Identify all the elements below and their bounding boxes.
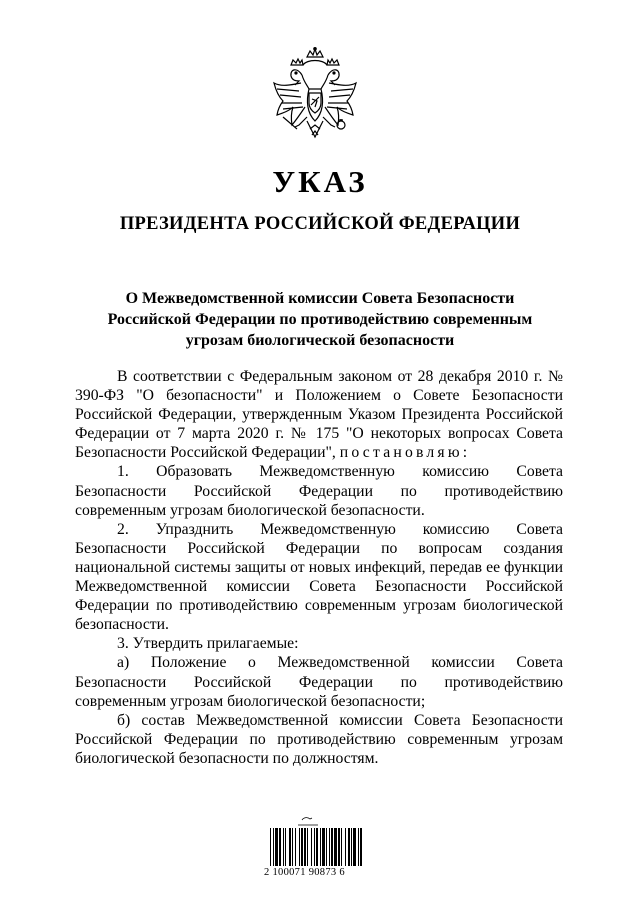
barcode-bar: [311, 828, 312, 866]
title-line-2: Российской Федерации по противодействию современным: [107, 311, 533, 328]
barcode-bar: [270, 828, 271, 866]
decree-body: [75, 367, 563, 768]
barcode-icon: [266, 816, 366, 866]
barcode-bar: [353, 828, 356, 866]
barcode-bar: [301, 828, 303, 866]
barcode-bar: [345, 828, 346, 866]
barcode-bar: [329, 828, 330, 866]
barcode-bar: [331, 828, 333, 866]
title-line-3: угрозам биологической безопасности: [185, 332, 455, 349]
barcode-bar: [289, 828, 291, 866]
item-3: 3. Утвердить прилагаемые:: [117, 635, 299, 653]
barcode-bar: [358, 828, 359, 866]
title-line-1: О Межведомственной комиссии Совета Безопасности: [125, 290, 515, 307]
barcode-bar: [314, 828, 315, 866]
document-issuer: ПРЕЗИДЕНТА РОССИЙСКОЙ ФЕДЕРАЦИИ: [119, 214, 521, 234]
barcode-bar: [307, 828, 308, 866]
preamble-paragraph: [75, 367, 563, 462]
barcode-bar: [299, 828, 300, 866]
barcode-bar: [279, 828, 281, 866]
item-3a: а) Положение о Межведомственной комиссии Совета Безопасности Российской Федерации по противодействию современным угрозам биологической безопасности;: [75, 654, 563, 710]
barcode-bar: [338, 828, 340, 866]
barcode-bar: [316, 828, 318, 866]
item-1: 1. Образовать Межведомственную комиссию Совета Безопасности Российской Федерации по противодействию современным угрозам биологической безопасности.: [75, 463, 563, 519]
barcode-number: 2 100071 90873 6: [264, 867, 345, 878]
decree-word: постановляю:: [339, 444, 471, 462]
item-3b: б) состав Межведомственной комиссии Совета Безопасности Российской Федерации по противодействию современным угрозам биологической безопасности по должностям.: [75, 711, 563, 767]
barcode-bar: [348, 828, 350, 866]
barcode-bar: [292, 828, 293, 866]
barcode-bar: [326, 828, 327, 866]
barcode-bar: [283, 828, 284, 866]
russian-coat-of-arms-icon: [269, 47, 361, 153]
barcode-bar: [275, 828, 278, 866]
barcode-bar: [322, 828, 325, 866]
decree-title: [70, 288, 570, 351]
barcode-bar: [351, 828, 352, 866]
document-type: УКАЗ: [272, 164, 368, 199]
preamble-text: В соответствии с Федеральным законом от 28 декабря 2010 г. № 390-ФЗ "О безопасности" и Положением о Совете Безопасности Российской Федерации, утвержденным Указом Президента Российской Федерации от 7 марта 2020 г. № 175 "О некоторых вопросах Совета Безопасности Российской Федерации",: [75, 368, 563, 462]
barcode-bar: [334, 828, 337, 866]
barcode-bar: [304, 828, 306, 866]
barcode-bar: [341, 828, 342, 866]
barcode-bar: [320, 828, 321, 866]
barcode-bar: [360, 828, 362, 866]
barcode: [264, 816, 368, 882]
item-2: 2. Упразднить Межведомственную комиссию Совета Безопасности Российской Федерации по вопросам создания национальной системы защиты от новых инфекций, передав ее функции Межведомственной комиссии Совета Безопасности Российской Федерации по противодействию современным угрозам биологической безопасности.: [75, 520, 563, 634]
barcode-bar: [295, 828, 296, 866]
barcode-bar: [285, 828, 286, 866]
barcode-bar: [273, 828, 274, 866]
